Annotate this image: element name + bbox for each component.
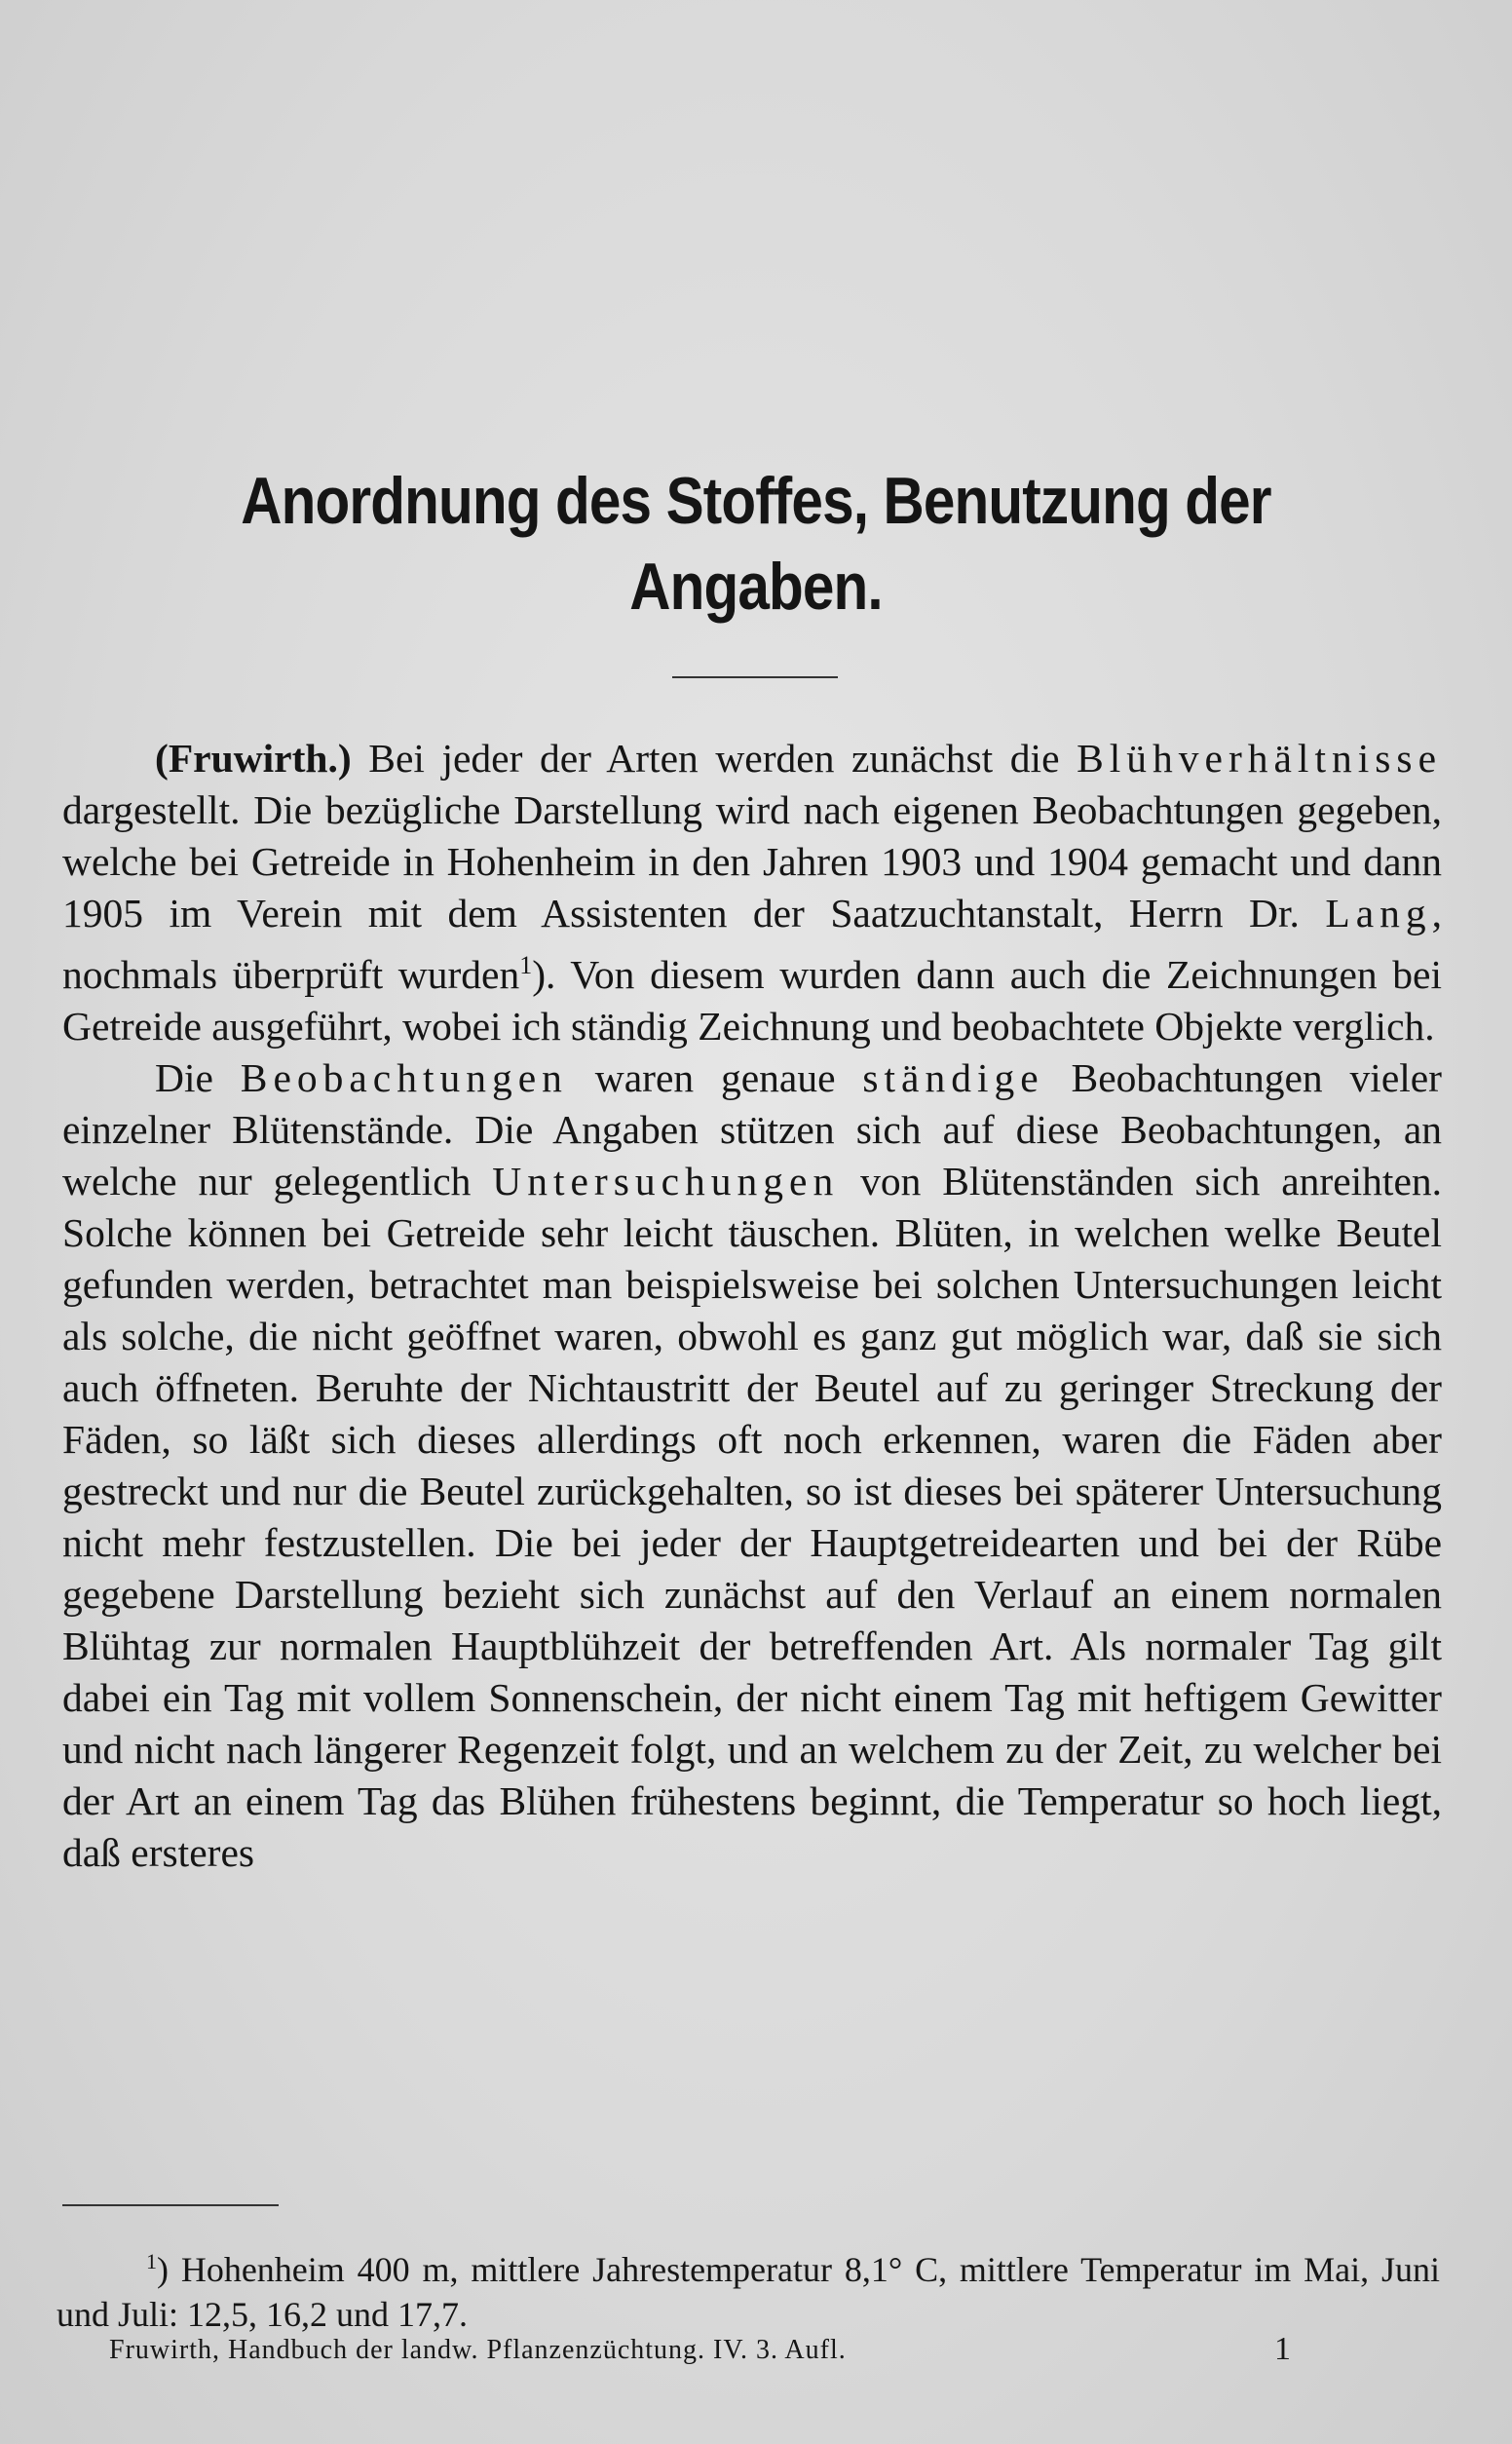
emphasis-untersuchungen: Untersuchungen (492, 1158, 840, 1203)
paragraph-1 (62, 733, 1442, 1052)
paragraph-1-text-a: Bei jeder der Arten werden zunächst die (351, 736, 1077, 781)
body-text (62, 733, 1442, 1879)
paragraph-2 (62, 1052, 1442, 1879)
paragraph-1-text-b: dargestellt. Die bezügliche Darstellung wird nach eigenen Beobachtungen gegeben, welche bei Getreide in Hohenheim in den Jahren 1903 und 1904 gemacht und dann 1905 im Verein mit dem Assistenten der Saatzuchtanstalt, Herrn Dr. (62, 787, 1442, 936)
emphasis-bluehverhaeltnisse: Blühverhältnisse (1077, 736, 1442, 781)
author-name: (Fruwirth.) (155, 736, 352, 781)
running-footer: Fruwirth, Handbuch der landw. Pflanzenzüchtung. IV. 3. Aufl. (109, 2335, 847, 2365)
paragraph-2-text-b: waren genaue (567, 1054, 863, 1100)
footnote-mark: 1 (146, 2249, 157, 2273)
title-divider (672, 676, 838, 678)
footnote-text: ) Hohenheim 400 m, mittlere Jahrestemperatur 8,1° C, mittlere Temperatur im Mai, Juni und Juli: 12,5, 16,2 und 17,7. (57, 2250, 1440, 2334)
footnote-reference[interactable]: 1 (519, 951, 533, 979)
page-number: 1 (1274, 2331, 1291, 2367)
footnote-divider (62, 2204, 279, 2206)
paragraph-2-text-a: Die (155, 1054, 241, 1100)
paragraph-1-text-c: , nochmals überprüft wurden (62, 891, 1442, 997)
paragraph-2-text-c: Beobachtungen vieler einzelner Blütenstände. Die Angaben stützen sich auf diese Beobachtungen, an welche nur gelegentlich (62, 1054, 1443, 1203)
emphasis-lang: Lang (1325, 891, 1432, 936)
emphasis-beobachtungen: Beobachtungen (240, 1054, 568, 1100)
page-title: Anordnung des Stoffes, Benutzung der Angaben. (241, 464, 1271, 624)
paragraph-2-text-d: von Blütenständen sich anreihten. Solche können bei Getreide sehr leicht täuschen. Blüten, in welchen welke Beutel gefunden werden, betrachtet man beispielsweise bei solchen Untersuchungen leicht als solche, die nicht geöffnet waren, obwohl es ganz gut möglich war, daß sie sich auch öffneten. Beruhte der Nichtaustritt der Beutel auf zu geringer Streckung der Fäden, so läßt sich dieses allerdings oft noch erkennen, waren die Fäden aber gestreckt und nur die Beutel zurückgehalten, so ist dieses bei späterer Untersuchung nicht mehr festzustellen. Die bei jeder der Hauptgetreidearten und bei der Rübe gegebene Darstellung bezieht sich zunächst auf den Verlauf an einem normalen Blühtag zur normalen Hauptblühzeit der betreffenden Art. Als normaler Tag gilt dabei ein Tag mit vollem Sonnenschein, der nicht einem Tag mit heftigem Gewitter und nicht nach längerer Regenzeit folgt, und an welchem zu der Zeit, zu welcher bei der Art an einem Tag das Blühen frühestens beginnt, die Temperatur so hoch liegt, daß ersteres (62, 1158, 1442, 1875)
footnote (57, 2239, 1440, 2337)
emphasis-staendige: ständige (862, 1054, 1044, 1100)
paragraph-1-text-d: ). Von diesem wurden dann auch die Zeichnungen bei Getreide ausgeführt, wobei ich ständig Zeichnung und beobachtete Objekte verglich. (62, 951, 1443, 1049)
